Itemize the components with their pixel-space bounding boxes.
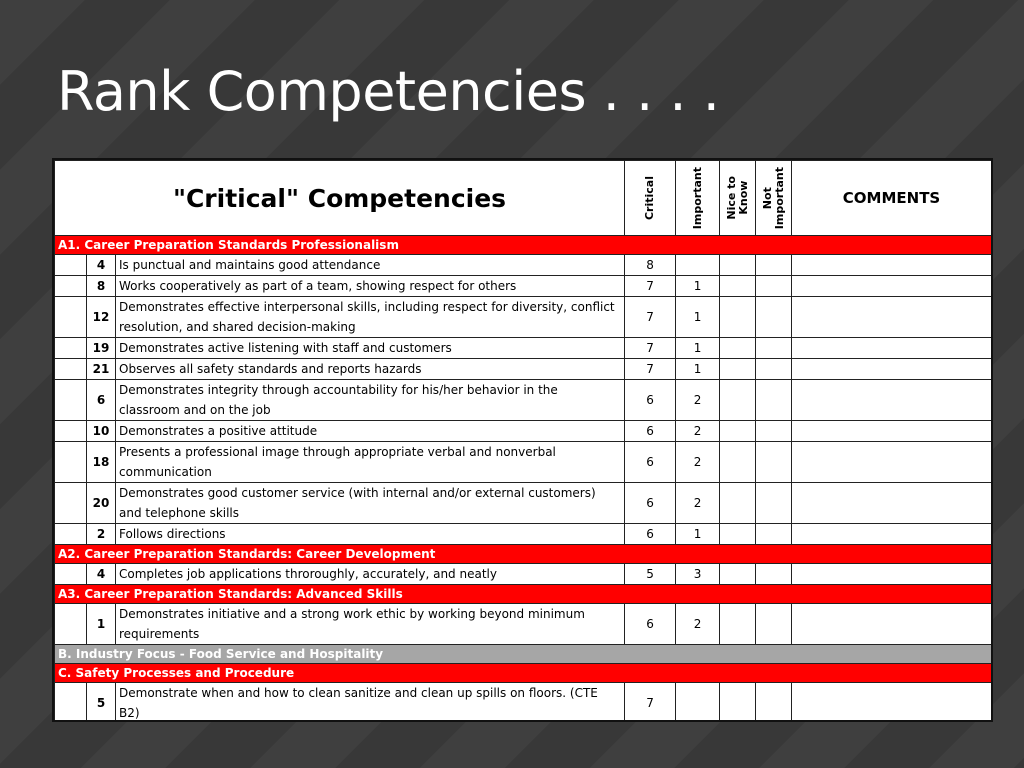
competency-description: Observes all safety standards and reports hazards <box>116 359 625 380</box>
nice-to-know-count <box>720 359 756 380</box>
nice-to-know-count <box>720 276 756 297</box>
competency-table <box>54 160 992 722</box>
table-row <box>55 380 992 421</box>
competency-description: Demonstrates integrity through accountability for his/her behavior in the classroom and on the job <box>116 380 625 421</box>
comments-cell <box>792 297 992 338</box>
nice-to-know-count <box>720 483 756 524</box>
table-row <box>55 683 992 723</box>
comments-cell <box>792 255 992 276</box>
not-important-count <box>756 442 792 483</box>
table-row <box>55 276 992 297</box>
competency-description: Works cooperatively as part of a team, showing respect for others <box>116 276 625 297</box>
blank-cell <box>55 380 87 421</box>
section-label: A2. Career Preparation Standards: Career Development <box>55 545 992 564</box>
competency-number: 12 <box>87 297 116 338</box>
nice-to-know-count <box>720 442 756 483</box>
competency-number: 21 <box>87 359 116 380</box>
nice-to-know-count <box>720 604 756 645</box>
important-count: 1 <box>676 297 720 338</box>
blank-cell <box>55 683 87 723</box>
critical-count: 7 <box>625 338 676 359</box>
blank-cell <box>55 442 87 483</box>
table-row <box>55 255 992 276</box>
not-important-count <box>756 338 792 359</box>
comments-cell <box>792 524 992 545</box>
competency-number: 19 <box>87 338 116 359</box>
competency-number: 10 <box>87 421 116 442</box>
not-important-count <box>756 524 792 545</box>
table-title: "Critical" Competencies <box>55 161 625 236</box>
not-important-count <box>756 255 792 276</box>
section-label: A1. Career Preparation Standards Professionalism <box>55 236 992 255</box>
not-important-count <box>756 483 792 524</box>
competency-description: Demonstrates good customer service (with internal and/or external customers) and telephone skills <box>116 483 625 524</box>
column-header-not-important: Not Important <box>756 161 792 236</box>
competency-number: 6 <box>87 380 116 421</box>
nice-to-know-count <box>720 683 756 723</box>
competency-number: 5 <box>87 683 116 723</box>
critical-count: 6 <box>625 483 676 524</box>
not-important-count <box>756 297 792 338</box>
not-important-count <box>756 359 792 380</box>
table-row <box>55 483 992 524</box>
comments-cell <box>792 604 992 645</box>
blank-cell <box>55 524 87 545</box>
competency-description: Follows directions <box>116 524 625 545</box>
critical-count: 6 <box>625 421 676 442</box>
critical-count: 7 <box>625 683 676 723</box>
blank-cell <box>55 297 87 338</box>
competency-description: Completes job applications throroughly, accurately, and neatly <box>116 564 625 585</box>
section-label: B. Industry Focus - Food Service and Hospitality <box>55 645 992 664</box>
nice-to-know-count <box>720 524 756 545</box>
competency-number: 18 <box>87 442 116 483</box>
competency-number: 8 <box>87 276 116 297</box>
blank-cell <box>55 564 87 585</box>
competency-number: 2 <box>87 524 116 545</box>
competency-number: 1 <box>87 604 116 645</box>
nice-to-know-count <box>720 564 756 585</box>
table-row <box>55 359 992 380</box>
comments-cell <box>792 442 992 483</box>
column-header-important: Important <box>676 161 720 236</box>
critical-count: 7 <box>625 276 676 297</box>
section-header-row <box>55 545 992 564</box>
not-important-count <box>756 683 792 723</box>
blank-cell <box>55 255 87 276</box>
column-header-critical: Critical <box>625 161 676 236</box>
critical-count: 7 <box>625 359 676 380</box>
section-header-row <box>55 645 992 664</box>
comments-cell <box>792 380 992 421</box>
competency-description: Presents a professional image through appropriate verbal and nonverbal communication <box>116 442 625 483</box>
important-count: 2 <box>676 483 720 524</box>
important-count: 1 <box>676 338 720 359</box>
section-header-row <box>55 236 992 255</box>
important-count: 2 <box>676 442 720 483</box>
section-header-row <box>55 585 992 604</box>
blank-cell <box>55 338 87 359</box>
competency-description: Demonstrate when and how to clean sanitize and clean up spills on floors. (CTE B2) <box>116 683 625 723</box>
important-count: 1 <box>676 524 720 545</box>
critical-count: 6 <box>625 604 676 645</box>
table-row <box>55 442 992 483</box>
blank-cell <box>55 483 87 524</box>
competency-spreadsheet <box>52 158 993 722</box>
blank-cell <box>55 359 87 380</box>
important-count <box>676 255 720 276</box>
section-label: C. Safety Processes and Procedure <box>55 664 992 683</box>
not-important-count <box>756 421 792 442</box>
critical-count: 7 <box>625 297 676 338</box>
nice-to-know-count <box>720 380 756 421</box>
table-row <box>55 524 992 545</box>
important-count <box>676 683 720 723</box>
critical-count: 6 <box>625 442 676 483</box>
competency-description: Is punctual and maintains good attendance <box>116 255 625 276</box>
nice-to-know-count <box>720 297 756 338</box>
blank-cell <box>55 276 87 297</box>
critical-count: 6 <box>625 524 676 545</box>
critical-count: 8 <box>625 255 676 276</box>
comments-cell <box>792 338 992 359</box>
competency-description: Demonstrates a positive attitude <box>116 421 625 442</box>
table-row <box>55 338 992 359</box>
critical-count: 6 <box>625 380 676 421</box>
competency-number: 4 <box>87 255 116 276</box>
column-header-nice-to-know: Nice to Know <box>720 161 756 236</box>
nice-to-know-count <box>720 421 756 442</box>
table-header-row <box>55 161 992 236</box>
not-important-count <box>756 380 792 421</box>
critical-count: 5 <box>625 564 676 585</box>
comments-cell <box>792 421 992 442</box>
nice-to-know-count <box>720 338 756 359</box>
important-count: 2 <box>676 604 720 645</box>
competency-number: 20 <box>87 483 116 524</box>
competency-number: 4 <box>87 564 116 585</box>
section-header-row <box>55 664 992 683</box>
important-count: 2 <box>676 421 720 442</box>
important-count: 1 <box>676 276 720 297</box>
not-important-count <box>756 564 792 585</box>
table-row <box>55 604 992 645</box>
important-count: 1 <box>676 359 720 380</box>
comments-cell <box>792 564 992 585</box>
comments-cell <box>792 359 992 380</box>
competency-description: Demonstrates active listening with staff and customers <box>116 338 625 359</box>
blank-cell <box>55 421 87 442</box>
important-count: 2 <box>676 380 720 421</box>
slide-title: Rank Competencies . . . . <box>57 60 720 123</box>
comments-cell <box>792 683 992 723</box>
section-label: A3. Career Preparation Standards: Advanced Skills <box>55 585 992 604</box>
comments-cell <box>792 483 992 524</box>
blank-cell <box>55 604 87 645</box>
nice-to-know-count <box>720 255 756 276</box>
table-row <box>55 297 992 338</box>
column-header-comments: COMMENTS <box>792 161 992 236</box>
important-count: 3 <box>676 564 720 585</box>
comments-cell <box>792 276 992 297</box>
competency-description: Demonstrates initiative and a strong work ethic by working beyond minimum requirements <box>116 604 625 645</box>
not-important-count <box>756 276 792 297</box>
table-row <box>55 564 992 585</box>
table-row <box>55 421 992 442</box>
not-important-count <box>756 604 792 645</box>
competency-description: Demonstrates effective interpersonal skills, including respect for diversity, conflict resolution, and shared decision-making <box>116 297 625 338</box>
